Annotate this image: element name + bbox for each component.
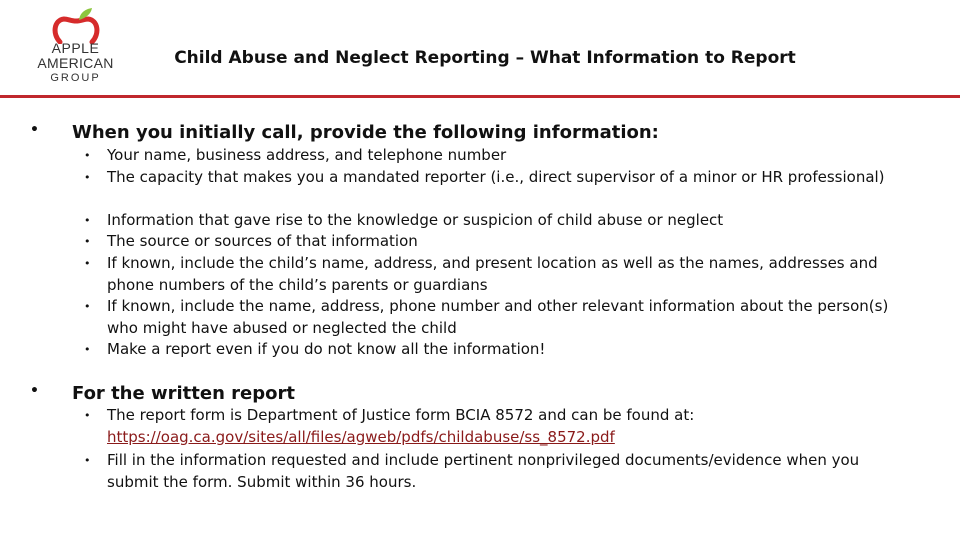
header-divider bbox=[0, 95, 960, 98]
logo-line-3: GROUP bbox=[50, 72, 101, 84]
logo-line-1: APPLE bbox=[51, 40, 100, 56]
apple-icon bbox=[46, 8, 106, 44]
bullet: • bbox=[30, 383, 39, 399]
bullet: • bbox=[84, 214, 91, 227]
list-item-text: If known, include the child’s name, address, and present location as well as the names, addresses and phone numbers of the child’s parents or guardians bbox=[107, 254, 878, 294]
list-item-text: The capacity that makes you a mandated reporter (i.e., direct supervisor of a minor or HR professional) bbox=[107, 168, 885, 186]
list-item-text: The report form is Department of Justice form BCIA 8572 and can be found at: bbox=[107, 406, 695, 424]
list-item-text: If known, include the name, address, phone number and other relevant information about the person(s) who might have abused or neglected the child bbox=[107, 297, 889, 337]
bullet: • bbox=[84, 300, 91, 313]
list-item-text: The source or sources of that information bbox=[107, 232, 418, 250]
list-item-text: Information that gave rise to the knowledge or suspicion of child abuse or neglect bbox=[107, 211, 724, 229]
list-item-text: Fill in the information requested and include pertinent nonprivileged documents/evidence when you submit the form. Submit within 36 hours. bbox=[107, 451, 860, 491]
bullet: • bbox=[84, 235, 91, 248]
page-title: Child Abuse and Neglect Reporting – What Information to Report bbox=[174, 48, 796, 68]
bcia-form-link[interactable]: https://oag.ca.gov/sites/all/files/agweb/pdfs/childabuse/ss_8572.pdf bbox=[107, 427, 615, 446]
bullet: • bbox=[84, 171, 91, 184]
bullet: • bbox=[84, 149, 91, 162]
logo-line-2: AMERICAN bbox=[37, 55, 114, 71]
list-item-text: Your name, business address, and telephone number bbox=[107, 146, 507, 164]
bullet: • bbox=[84, 454, 91, 467]
section-heading-text: When you initially call, provide the following information: bbox=[72, 122, 659, 143]
bullet: • bbox=[30, 122, 39, 138]
section-heading-text: For the written report bbox=[72, 383, 295, 404]
list-item-content bbox=[107, 405, 907, 448]
bullet: • bbox=[84, 343, 91, 356]
apple-american-group-logo bbox=[28, 8, 123, 86]
bullet: • bbox=[84, 409, 91, 422]
list-item-text: Make a report even if you do not know all the information! bbox=[107, 340, 546, 358]
bullet: • bbox=[84, 257, 91, 270]
